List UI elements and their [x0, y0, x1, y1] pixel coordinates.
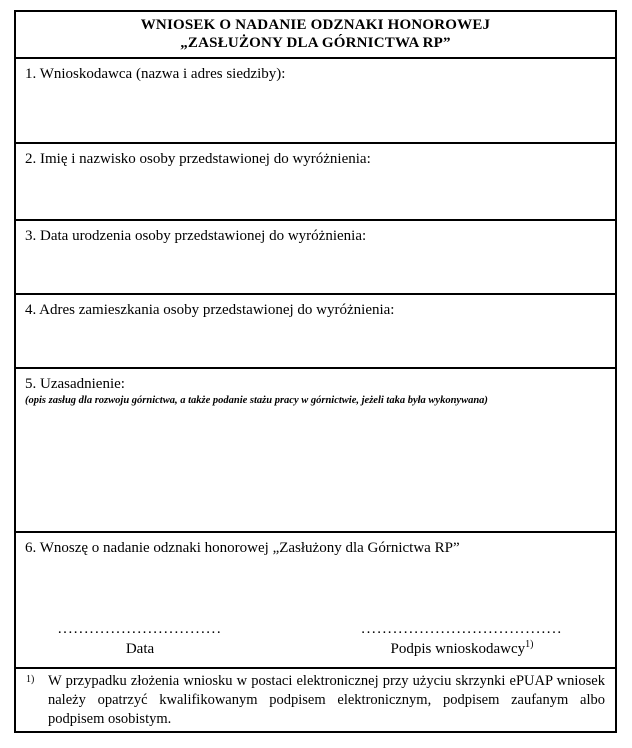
- form-section-4-address[interactable]: [16, 295, 615, 369]
- section-5-sublabel: (opis zasług dla rozwoju górnictwa, a także podanie stażu pracy w górnictwie, jeżeli taka była wykonywana): [25, 395, 488, 406]
- date-dotted-line[interactable]: ...............................: [57, 623, 223, 636]
- form-frame: [14, 10, 617, 733]
- footnote-marker: 1): [26, 674, 35, 685]
- signature-caption-text: Podpis wnioskodawcy: [390, 641, 526, 657]
- form-title-line-1: WNIOSEK O NADANIE ODZNAKI HONOROWEJ: [140, 17, 491, 33]
- date-caption: Data: [125, 641, 155, 657]
- section-3-label: 3. Data urodzenia osoby przedstawionej do wyróżnienia:: [25, 228, 367, 244]
- section-4-label: 4. Adres zamieszkania osoby przedstawionej do wyróżnienia:: [25, 302, 395, 318]
- form-section-5-justification[interactable]: [16, 369, 615, 533]
- signature-dotted-line[interactable]: ......................................: [361, 623, 563, 636]
- footnote-text: W przypadku złożenia wniosku w postaci elektronicznej przy użyciu skrzynki ePUAP wniosek należy opatrzyć kwalifikowanym podpisem elektronicznym, podpisem zaufanym albo podpisem osobistym.: [48, 673, 605, 727]
- form-title-block: [16, 12, 615, 59]
- section-1-label: 1. Wnioskodawca (nazwa i adres siedziby):: [25, 66, 286, 82]
- applicant-signature-block[interactable]: [332, 623, 592, 659]
- section-6-label: 6. Wnoszę o nadanie odznaki honorowej „Zasłużony dla Górnictwa RP”: [25, 540, 460, 556]
- signature-area: [22, 623, 609, 659]
- footnote-row: [16, 669, 615, 731]
- section-5-label: 5. Uzasadnienie:: [25, 376, 125, 392]
- section-2-label: 2. Imię i nazwisko osoby przedstawionej do wyróżnienia:: [25, 151, 371, 167]
- form-section-1-applicant[interactable]: [16, 59, 615, 144]
- signature-footnote-marker: 1): [525, 639, 534, 650]
- date-signature-block[interactable]: [40, 623, 240, 659]
- form-title-line-2: „ZASŁUŻONY DLA GÓRNICTWA RP”: [180, 35, 451, 51]
- form-section-2-name[interactable]: [16, 144, 615, 221]
- signature-caption: [332, 636, 592, 659]
- form-section-6-request[interactable]: [16, 533, 615, 669]
- form-section-3-birthdate[interactable]: [16, 221, 615, 295]
